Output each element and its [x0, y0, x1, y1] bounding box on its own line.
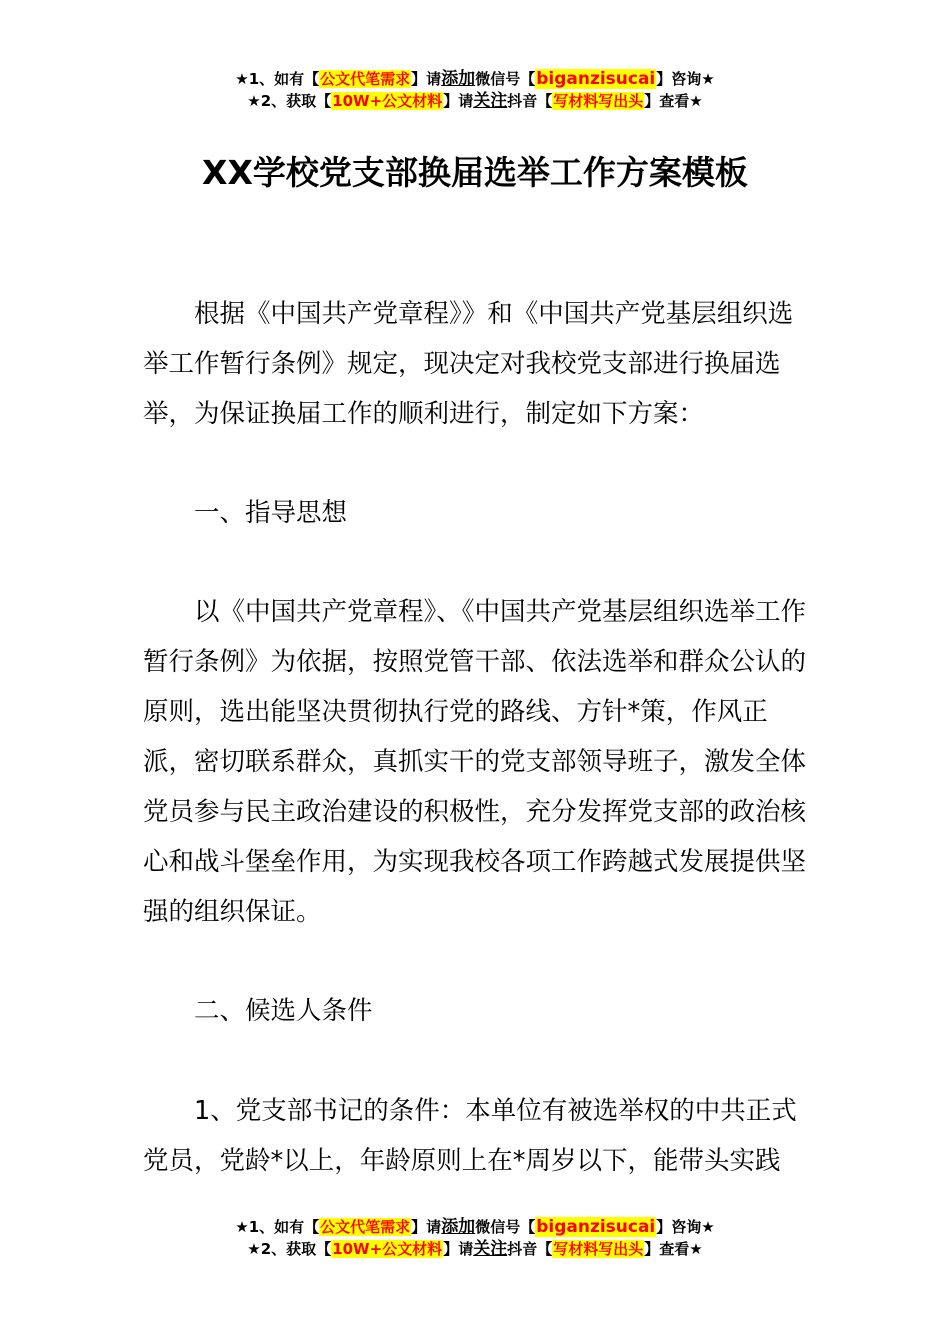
document-title: XX学校党支部换届选举工作方案模板	[202, 153, 748, 192]
section-1	[143, 488, 808, 538]
banner-line-2: ★2、获取【10W+公文材料】请关注抖音【写材料写出头】查看★	[247, 91, 703, 111]
section-2	[143, 986, 808, 1036]
section-1-content	[143, 587, 808, 937]
footer-banner	[0, 1216, 950, 1260]
banner-line-2: ★2、获取【10W+公文材料】请关注抖音【写材料写出头】查看★	[247, 1239, 703, 1259]
intro-paragraph: 根据《中国共产党章程》》和《中国共产党基层组织选举工作暂行条例》规定，现决定对我校党支部进行换届选举，为保证换届工作的顺利进行，制定如下方案：	[143, 299, 794, 429]
banner-line-1: ★1、如有【公文代笔需求】请添加微信号【biganzisucai】咨询★	[235, 1217, 715, 1237]
highlight-douyin: 写材料写出头	[553, 92, 644, 110]
highlight-service: 公文代笔需求	[320, 70, 411, 88]
document-body	[143, 289, 808, 439]
section-1-heading: 一、指导思想	[194, 498, 348, 528]
highlight-service: 公文代笔需求	[320, 1218, 411, 1236]
section-2-heading: 二、候选人条件	[194, 996, 373, 1026]
highlight-materials: 10W+公文材料	[332, 92, 443, 110]
section-2-content	[143, 1086, 808, 1186]
highlight-douyin: 写材料写出头	[553, 1240, 644, 1258]
header-banner	[0, 68, 950, 112]
highlight-wechat-id: biganzisucai	[536, 1217, 656, 1237]
highlight-materials: 10W+公文材料	[332, 1240, 443, 1258]
section-1-paragraph: 以《中国共产党章程》、《中国共产党基层组织选举工作暂行条例》为依据，按照党管干部、依法选举和群众公认的原则，选出能坚决贯彻执行党的路线、方针*策，作风正派，密切联系群众，真抓实干的党支部领导班子，激发全体党员参与民主政治建设的积极性，充分发挥党支部的政治核心和战斗堡垒作用，为实现我校各项工作跨越式发展提供坚强的组织保证。	[143, 597, 807, 927]
banner-line-1: ★1、如有【公文代笔需求】请添加微信号【biganzisucai】咨询★	[235, 69, 715, 89]
section-2-item-1: 1、党支部书记的条件：本单位有被选举权的中共正式党员，党龄*以上，年龄原则上在*周岁以下，能带头实践	[143, 1096, 797, 1176]
highlight-wechat-id: biganzisucai	[536, 69, 656, 89]
